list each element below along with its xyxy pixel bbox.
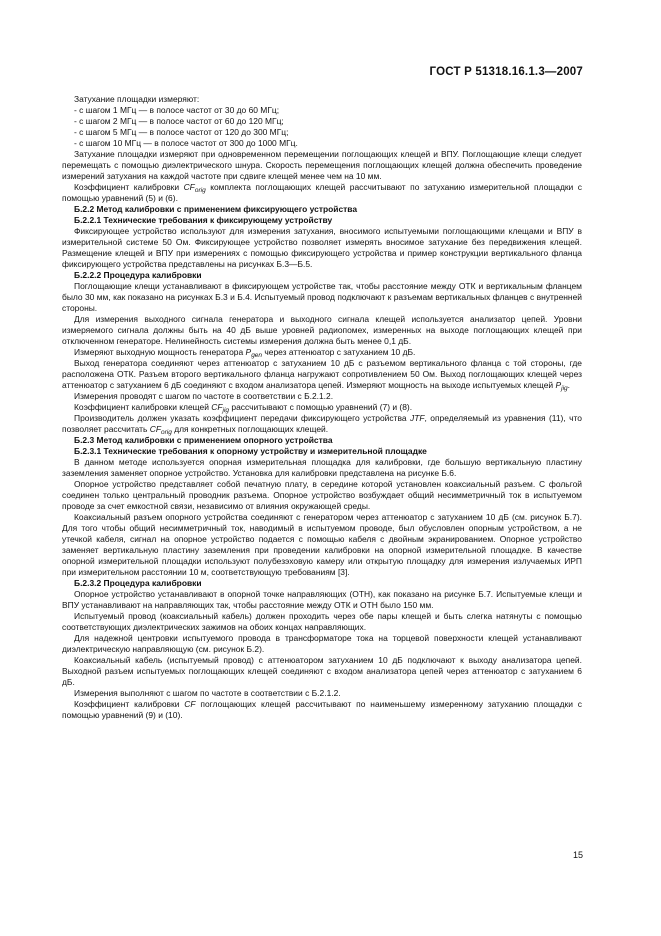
paragraph: Испытуемый провод (коаксиальный кабель) должен проходить через обе пары клещей и быть слегка натянуты с помощью соответствующих диэлектрических зажимов на обоих концах направляющих.: [62, 611, 582, 632]
section-heading: Б.2.3.2 Процедура калибровки: [74, 578, 202, 588]
paragraph: Производитель должен указать коэффициент передачи фиксирующего устройства JTF, определяемый из уравнения (11), что позволяет рассчитать $CF_{orig}$ для конкретных поглощающих клещей.: [62, 413, 582, 436]
section-heading: Б.2.2 Метод калибровки с применением фиксирующего устройства: [74, 204, 358, 214]
document-header: ГОСТ Р 51318.16.1.3—2007: [429, 66, 583, 78]
paragraph: Поглощающие клещи устанавливают в фиксирующем устройстве так, чтобы расстояние между ОТК и вертикальным фланцем было 30 мм, как показано на рисунках Б.3 и Б.4. Испытуемый провод подключают к разъемам вертикальных фланцев с внутренней стороны.: [62, 281, 582, 313]
list-item: - с шагом 1 МГц — в полосе частот от 30 до 60 МГц;: [74, 105, 280, 115]
paragraph: В данном методе используется опорная измерительная площадка для калибровки, где большую вертикальную пластину заземления заменяет опорное устройство. Установка для калибровки представлена на рисунке Б.6.: [62, 457, 582, 478]
section-heading: Б.2.3.1 Технические требования к опорному устройству и измерительной площадке: [74, 446, 427, 456]
paragraph: Коэффициент калибровки CF поглощающих клещей рассчитывают по наименьшему измеренному затуханию площадки с помощью уравнений (9) и (10).: [62, 699, 582, 720]
list-item: - с шагом 10 МГц — в полосе частот от 300 до 1000 МГц.: [74, 138, 298, 148]
paragraph: Фиксирующее устройство используют для измерения затухания, вносимого испытуемыми поглощающими клещами и ВПУ в измерительной системе 50 Ом. Фиксирующее устройство позволяет измерять вносимое затухание без передвижения клещей. Размещение клещей и ВПУ при измерениях с помощью фиксирующего устройства и пример конструкции вертикального фланца фиксирующего устройства представлены на рисунках Б.3—Б.5.: [62, 226, 582, 269]
paragraph: Затухание площадки измеряют при одновременном перемещении поглощающих клещей и ВПУ. Поглощающие клещи следует перемещать с помощью диэлектрического шнура. Скорость перемещения поглощающих клещей должна обеспечить проведение измерений затухания на каждой частоте при сдвиге клещей менее чем на 10 мм.: [62, 149, 582, 181]
document-body: [62, 94, 582, 721]
section-heading: Б.2.2.2 Процедура калибровки: [74, 270, 202, 280]
paragraph: Коаксиальный кабель (испытуемый провод) с аттенюатором затуханием 10 дБ подключают к выходу анализатора цепей. Выходной разъем испытуемых поглощающих клещей соединяют с входом анализатора цепей через аттенюатор с затуханием 6 дБ.: [62, 655, 582, 687]
paragraph: Выход генератора соединяют через аттенюатор с затуханием 10 дБ с разъемом вертикального фланца с той стороны, где расположена ОТК. Разъем второго вертикального фланца нагружают сопротивлением 50 Ом. Выход поглощающих клещей через аттенюатор с затуханием 6 дБ соединяют с входом анализатора цепей. Измеряют мощность на выходе испытуемых клещей $P_{jig}$.: [62, 358, 582, 392]
list-item: - с шагом 5 МГц — в полосе частот от 120 до 300 МГц;: [74, 127, 289, 137]
paragraph: Коэффициент калибровки клещей $CF_{jig}$ рассчитывают с помощью уравнений (7) и (8).: [74, 402, 413, 414]
paragraph: Измерения проводят с шагом по частоте в соответствии с Б.2.1.2.: [74, 391, 334, 401]
paragraph: Коаксиальный разъем опорного устройства соединяют с генератором через аттенюатор с затуханием 10 дБ (см. рисунок Б.7). Для того чтобы общий несимметричный ток, наводимый в испытуемом проводе, был обусловлен опорным устройством, а не утечкой кабеля, сигнал на опорное устройство подается с помощью кабеля с двойным экранированием. Опорное устройство заменяет вертикальную пластину заземления при проведении калибровки на опорной измерительной площадке. В качестве опорной измерительной площадки используют полубезэховую камеру или открытую площадку для измерения излучаемых ИРП при измерительном расстоянии 10 м, соответствующую требованиям [3].: [62, 512, 582, 577]
section-heading: Б.2.3 Метод калибровки с применением опорного устройства: [74, 435, 333, 445]
paragraph: Измерения выполняют с шагом по частоте в соответствии с Б.2.1.2.: [74, 688, 341, 698]
page-number: 15: [572, 850, 583, 860]
paragraph: Опорное устройство устанавливают в опорной точке направляющих (ОТН), как показано на рисунке Б.7. Испытуемые клещи и ВПУ устанавливают на направляющих так, чтобы расстояние между ОТК и ОТН было 150 мм.: [62, 589, 582, 610]
paragraph: Затухание площадки измеряют:: [74, 94, 200, 104]
paragraph: Для надежной центровки испытуемого провода в трансформаторе тока на торцевой поверхности клещей устанавливают диэлектрическую направляющую (см. рисунок Б.2).: [62, 633, 582, 654]
section-heading: Б.2.2.1 Технические требования к фиксирующему устройству: [74, 215, 333, 225]
paragraph: Измеряют выходную мощность генератора $P_{gen}$ через аттенюатор с затуханием 10 дБ.: [74, 347, 416, 359]
paragraph: Опорное устройство представляет собой печатную плату, в середине которой установлен коаксиальный разъем. С фольгой соединен только центральный проводник разъема. Опорное устройство возбуждает общий несимметричный ток в испытуемом проводе за счет емкостной связи, независимо от влияния окружающей среды.: [62, 479, 582, 511]
paragraph: Коэффициент калибровки $CF_{orig}$ комплекта поглощающих клещей рассчитывают по затуханию измерительной площадки с помощью уравнений (5) и (6).: [62, 182, 582, 203]
paragraph: Для измерения выходного сигнала генератора и выходного сигнала клещей используется анализатор цепей. Уровни измеряемого сигнала должны быть на 40 дБ выше уровней радиопомех, измеренных на выходе поглощающих клещей при отключенном генераторе. Нелинейность системы измерения должна быть менее 0,1 дБ.: [62, 314, 582, 346]
list-item: - с шагом 2 МГц — в полосе частот от 60 до 120 МГц;: [74, 116, 284, 126]
